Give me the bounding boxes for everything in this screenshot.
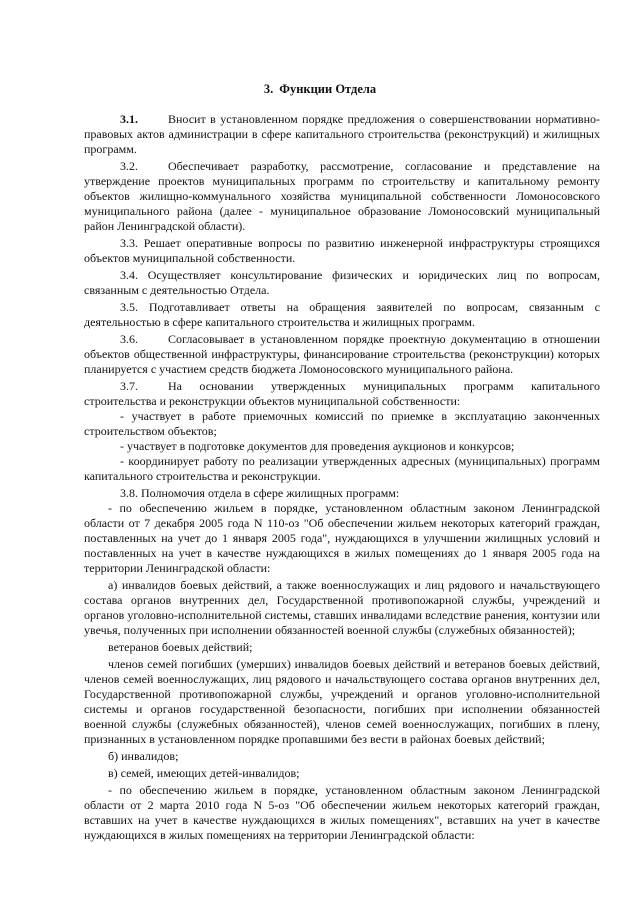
paragraph-number: 3.2. [120,159,138,173]
document-body [84,112,600,845]
paragraph-number: 3.8. [120,486,138,500]
list-item: в) семей, имеющих детей-инвалидов; [108,766,300,780]
paragraph-3-2 [84,159,600,234]
list-item: - координирует работу по реализации утвержденных адресных (муниципальных) программ капитального строительства и реконструкции. [84,454,600,483]
paragraph-3-5 [84,300,600,330]
paragraph-3-6 [84,332,600,377]
paragraph-number: 3.6. [120,332,138,346]
paragraph-number: 3.7. [120,379,138,393]
paragraph-text: На основании утвержденных муниципальных программ капитального строительства и реконструкции объектов муниципальной собственности: [84,379,600,408]
paragraph-number: 3.1. [120,112,138,126]
paragraph-3-3 [84,236,600,266]
list-item: ветеранов боевых действий; [108,640,253,654]
paragraph-number: 3.4. [120,268,138,282]
paragraph-text: Согласовывает в установленном порядке проектную документацию в отношении объектов общественной инфраструктуры, финансирование строительства (реконструкции) которых планируется с участием средств бюджета Ломоносовского муниципального района. [84,332,600,376]
paragraph-3-8 [84,486,600,501]
section-number: 3. [263,82,274,96]
section-heading [0,82,640,97]
list-item: - участвует в работе приемочных комиссий по приемке в эксплуатацию законченных строительством объектов; [84,409,600,438]
list-item: - по обеспечению жильем в порядке, установленном областным законом Ленинградской области от 7 декабря 2005 года N 110-оз "Об обеспечении жильем некоторых категорий граждан, поставленных на учет до 1 января 2005 года", нуждающихся в улучшении жилищных условий и поставленных на учет в качестве нуждающихся в жилых помещениях до 1 января 2005 года на территории Ленинградской области: [84,501,600,575]
paragraph-text: Вносит в установленном порядке предложения о совершенствовании нормативно-правовых актов администрации в сфере капитального строительства (реконструкций) и жилищных программ. [84,112,600,156]
paragraph-number: 3.3. [120,236,138,250]
paragraph-text: Полномочия отдела в сфере жилищных программ: [141,486,400,500]
paragraph-text: Решает оперативные вопросы по развитию инженерной инфраструктуры строящихся объектов муниципальной собственности. [84,236,600,265]
paragraph-3-4 [84,268,600,298]
paragraph-text: Обеспечивает разработку, рассмотрение, согласование и представление на утверждение проектов муниципальных программ по строительству и капитальному ремонту объектов жилищно-коммунального хозяйства муниципальной собственности Ломоносовского муниципального района (далее - муниципальное образование Ломоносовский муниципальный район Ленинградской области). [84,159,600,233]
paragraph-text: Подготавливает ответы на обращения заявителей по вопросам, связанным с деятельностью в сфере капитального строительства и жилищных программ. [84,300,600,329]
paragraph-text: Осуществляет консультирование физических и юридических лиц по вопросам, связанным с деятельностью Отдела. [84,268,601,297]
list-item: - по обеспечению жильем в порядке, установленном областным законом Ленинградской области от 2 марта 2010 года N 5-оз "Об обеспечении жильем некоторых категорий граждан, вставших на учет в качестве нуждающихся в жилых помещениях", вставших на учет в качестве нуждающихся в жилых помещениях на территории Ленинградской области: [84,783,600,842]
section-title: Функции Отдела [279,82,377,96]
list-item: членов семей погибших (умерших) инвалидов боевых действий и ветеранов боевых действий, членов семей военнослужащих, лиц рядового и начальствующего состава органов внутренних дел, Государственной противопожарной службы, учреждений и органов уголовно-исполнительной системы и органов государственной безопасности, погибших при исполнении обязанностей военной службы (служебных обязанностей), членов семей военнослужащих, погибших в плену, признанных в установленном порядке пропавшими без вести в районах боевых действий; [84,657,600,746]
list-item: б) инвалидов; [108,749,179,763]
paragraph-3-7 [84,379,600,409]
paragraph-3-1 [84,112,600,157]
list-item: а) инвалидов боевых действий, а также военнослужащих и лиц рядового и начальствующего состава органов внутренних дел, Государственной противопожарной службы, учреждений и органов уголовно-исполнительной системы, ставших инвалидами вследствие ранения, контузии или увечья, полученных при исполнении обязанностей военной службы (служебных обязанностей); [84,578,600,637]
paragraph-number: 3.5. [120,300,138,314]
list-item: - участвует в подготовке документов для проведения аукционов и конкурсов; [120,439,515,453]
